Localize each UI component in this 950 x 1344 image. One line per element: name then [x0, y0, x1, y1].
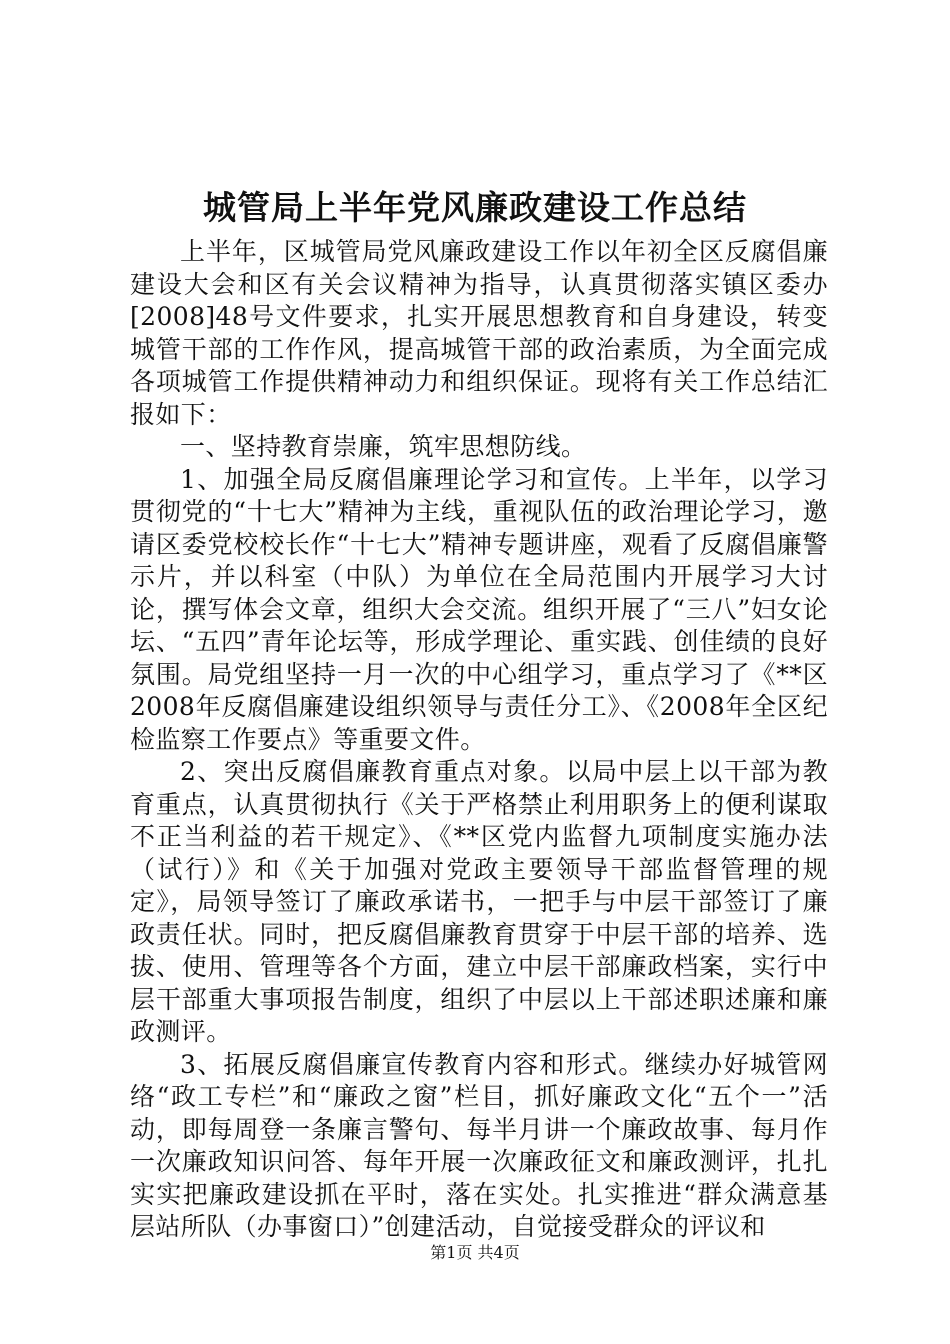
paragraph-intro: 上半年，区城管局党风廉政建设工作以年初全区反腐倡廉建设大会和区有关会议精神为指导，认真贯彻落实镇区委办[2008]48号文件要求，扎实开展思想教育和自身建设，转变城管干部的工作作风，提高城管干部的政治素质，为全面完成各项城管工作提供精神动力和组织保证。现将有关工作总结汇报如下：: [130, 237, 828, 429]
page-number-footer: 第1页 共4页: [430, 1243, 520, 1262]
document-body: [130, 236, 828, 1244]
paragraph-item-2: 2、突出反腐倡廉教育重点对象。以局中层上以干部为教育重点，认真贯彻执行《关于严格禁止利用职务上的便利谋取不正当利益的若干规定》、《**区党内监督九项制度实施办法（试行）》和《关于加强对党政主要领导干部监督管理的规定》，局领导签订了廉政承诺书，一把手与中层干部签订了廉政责任状。同时，把反腐倡廉教育贯穿于中层干部的培养、选拔、使用、管理等各个方面，建立中层干部廉政档案，实行中层干部重大事项报告制度，组织了中层以上干部述职述廉和廉政测评。: [130, 757, 828, 1046]
paragraph-section-heading: 一、坚持教育崇廉，筑牢思想防线。: [180, 432, 587, 461]
document-title: 城管局上半年党风廉政建设工作总结: [203, 188, 747, 227]
paragraph-item-3: 3、拓展反腐倡廉宣传教育内容和形式。继续办好城管网络“政工专栏”和“廉政之窗”栏目，抓好廉政文化“五个一”活动，即每周登一条廉言警句、每半月讲一个廉政故事、每月作一次廉政知识问答、每年开展一次廉政征文和廉政测评，扎扎实实把廉政建设抓在平时，落在实处。扎实推进“群众满意基层站所队（办事窗口）”创建活动，自觉接受群众的评议和: [130, 1049, 828, 1241]
paragraph-item-1: 1、加强全局反腐倡廉理论学习和宣传。上半年，以学习贯彻党的“十七大”精神为主线，重视队伍的政治理论学习，邀请区委党校校长作“十七大”精神专题讲座，观看了反腐倡廉警示片，并以科室（中队）为单位在全局范围内开展学习大讨论，撰写体会文章，组织大会交流。组织开展了“三八”妇女论坛、“五四”青年论坛等，形成学理论、重实践、创佳绩的良好氛围。局党组坚持一月一次的中心组学习，重点学习了《**区2008年反腐倡廉建设组织领导与责任分工》、《2008年全区纪检监察工作要点》等重要文件。: [130, 464, 828, 754]
